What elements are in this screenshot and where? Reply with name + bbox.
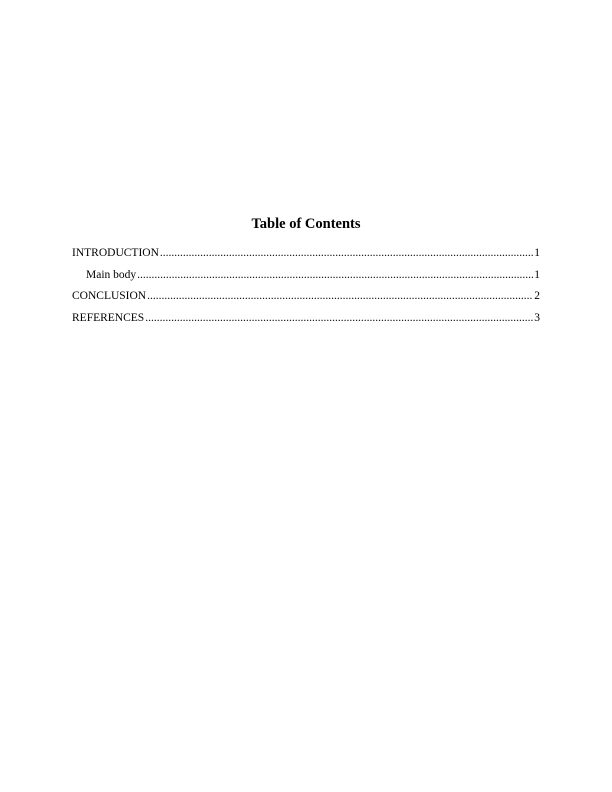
toc-entry-label: INTRODUCTION bbox=[72, 247, 159, 259]
toc-dot-leader bbox=[145, 310, 533, 326]
toc-dot-leader bbox=[137, 267, 533, 283]
toc-dot-leader bbox=[160, 245, 533, 261]
toc-page-number: 2 bbox=[534, 290, 540, 302]
toc-entry-main-body[interactable] bbox=[72, 267, 540, 289]
toc-entry-references[interactable] bbox=[72, 310, 540, 332]
toc-title: Table of Contents bbox=[251, 216, 361, 232]
toc-page-number: 3 bbox=[534, 311, 540, 324]
toc-dot-leader bbox=[147, 288, 533, 304]
toc-entry-introduction[interactable] bbox=[72, 245, 540, 267]
toc-entry-label: REFERENCES bbox=[72, 311, 145, 324]
toc-entry-label: Main body bbox=[86, 268, 137, 281]
toc-page-number: 1 bbox=[534, 247, 540, 259]
table-of-contents bbox=[72, 245, 540, 331]
toc-page-number: 1 bbox=[534, 268, 540, 281]
toc-entry-conclusion[interactable] bbox=[72, 288, 540, 310]
toc-entry-label: CONCLUSION bbox=[72, 290, 147, 302]
